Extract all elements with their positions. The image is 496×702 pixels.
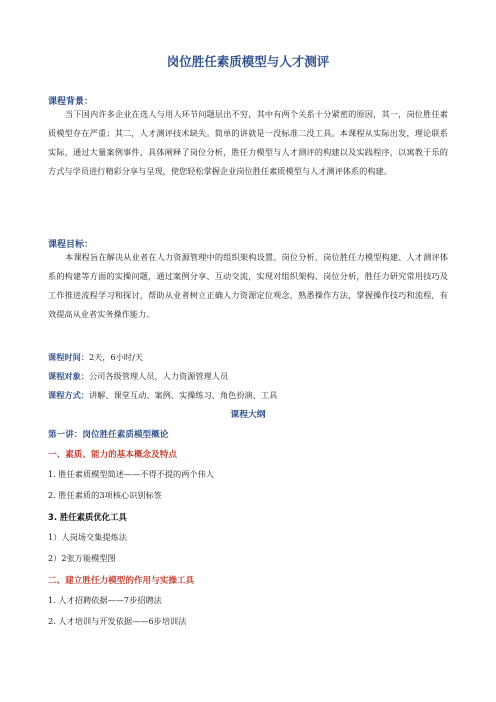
outline-item: 1）人岗场交集提炼法 [48, 532, 127, 542]
outline-item: 2）2张万能模型图 [48, 553, 116, 563]
outline-item: 1. 人才招聘依据——7步招聘法 [48, 595, 162, 605]
course-audience-value: 公司各级管理人员，人力资源管理人员 [88, 371, 229, 381]
document-title: 岗位胜任素质模型与人才测评 [166, 54, 330, 69]
background-paragraph: 当下国内许多企业在选人与用人环节问题层出不穷，其中有两个关系十分紧密的原因，其一，岗位胜任素质模型存在严重；其二，人才测评技术缺失。简单的讲就是一没标准二没工具。本课程从实际出发，理论联系实际，通过大量案例事件，具体阐释了岗位分析，胜任力模型与人才测评的构建以及实践程序，以寓教于乐的方式与学员进行精彩分享与呈现，使您轻松掌握企业岗位胜任素质模型与人才测评体系的构建。 [48, 109, 448, 176]
course-audience-label: 课程对象： [48, 371, 89, 381]
course-time [48, 352, 143, 363]
outline-item: 3. 胜任素质优化工具 [48, 512, 127, 522]
background-label: 课程背景： [48, 97, 94, 107]
lecture-heading: 第一讲：岗位胜任素质模型概论 [48, 430, 169, 440]
goal-label: 课程目标： [48, 240, 94, 250]
outline-section-heading: 一、素质、能力的基本概念及特点 [48, 450, 177, 460]
goal-paragraph: 本课程旨在解决从业者在人力资源管理中的组织架构设置、岗位分析、岗位胜任力模型构建、人才测评体系的构建等方面的实操问题，通过案例分享、互动交流，实现对组织架构、岗位分析，胜任力研究常用技巧及工作推进流程学习和探讨，帮助从业者树立正确人力资源定位观念，熟悉操作方法，掌握操作技巧和流程，有效提高从业者实务操作能力。 [48, 252, 448, 319]
outline-item: 1. 胜任素质模型简述——不得不提的两个伟人 [48, 469, 214, 479]
course-time-label: 课程时间： [48, 352, 89, 362]
course-method [48, 390, 277, 401]
outline-title: 课程大纲 [230, 410, 266, 420]
outline-item: 2. 胜任素质的3项核心识别标签 [48, 490, 162, 500]
outline-item: 2. 人才培训与开发依据——6步培训法 [48, 616, 187, 626]
course-method-value: 讲解、课堂互动、案例、实操练习、角色扮演、工具 [88, 390, 278, 400]
course-method-label: 课程方式： [48, 390, 89, 400]
course-time-value: 2天，6小时/天 [88, 352, 144, 362]
course-audience [48, 371, 228, 382]
outline-section-heading: 二、建立胜任力模型的作用与实操工具 [48, 576, 195, 586]
